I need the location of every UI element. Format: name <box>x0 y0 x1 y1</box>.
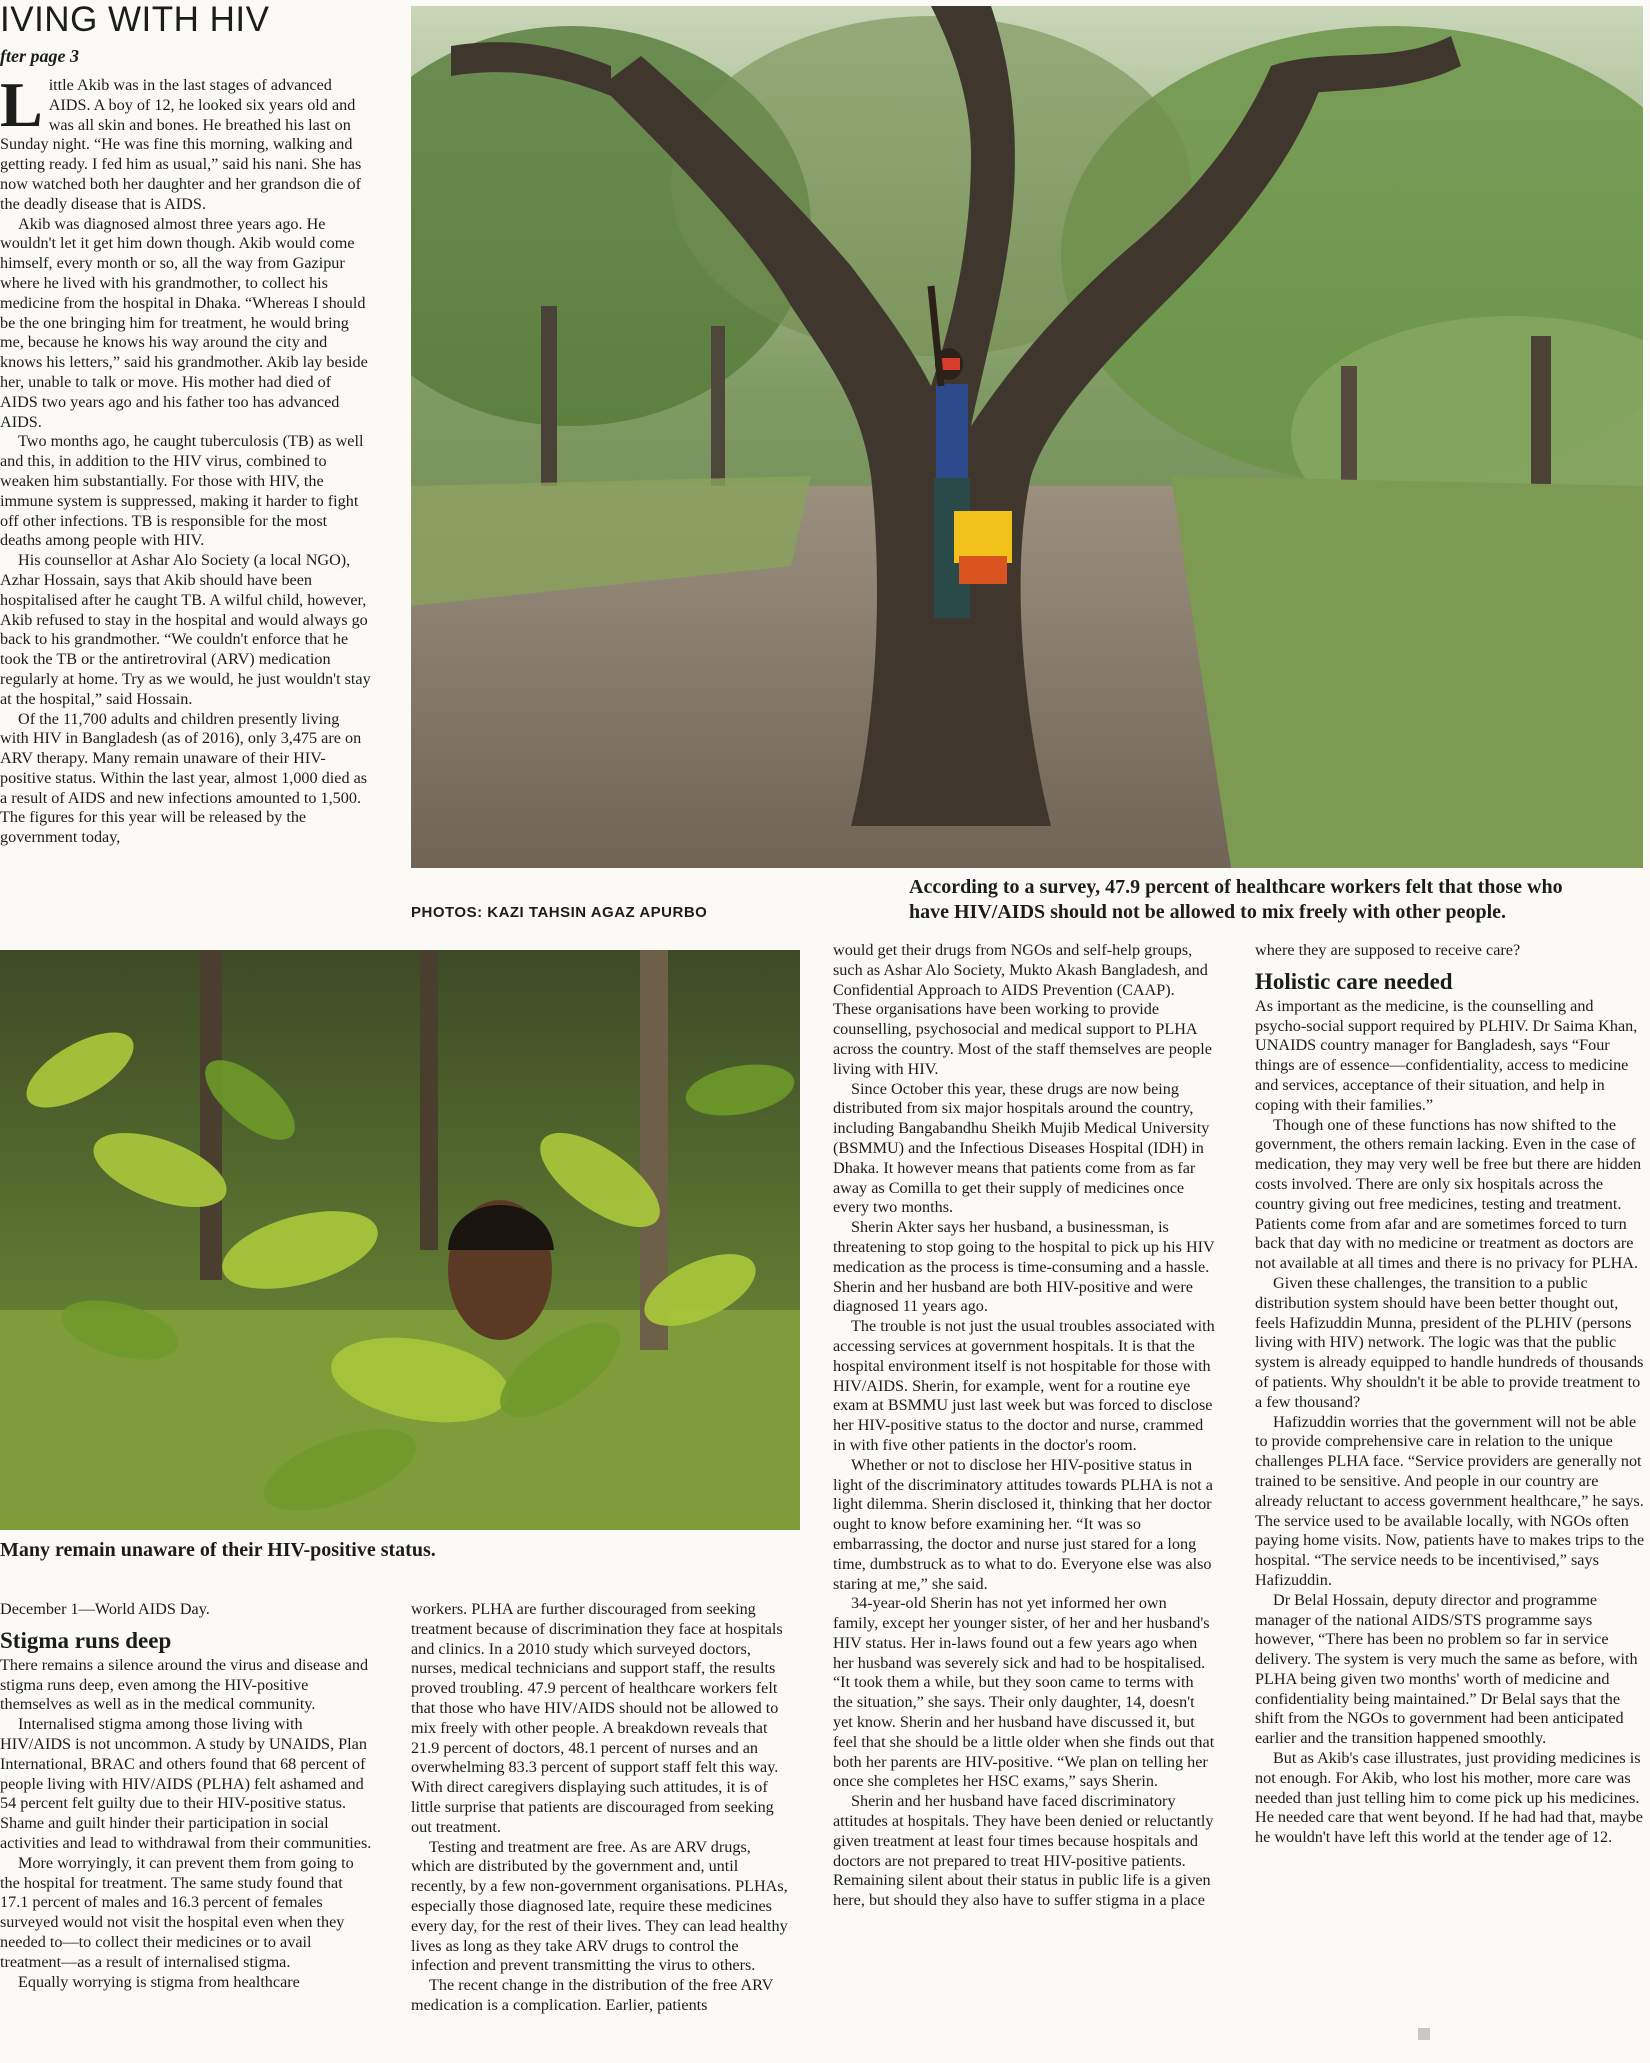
caption-line: have HIV/AIDS should not be allowed to mix freely with other people. <box>909 901 1507 923</box>
subheading: Stigma runs deep <box>0 1627 172 1653</box>
photo-tree-man <box>411 6 1643 868</box>
paragraph: workers. PLHA are further discouraged from seeking treatment because of discrimination they face at hospitals and clinics. In a 2010 study which surveyed doctors, nurses, medical technicians and support staff, the results proved troubling. 47.9 percent of healthcare workers felt that those who have HIV/AIDS should not be allowed to mix freely with other people. A breakdown reveals that 21.9 percent of doctors, 48.1 percent of nurses and an overwhelming 83.3 percent of support staff felt this way. With direct caregivers displaying such attitudes, it is of little surprise that patients are discouraged from seeking out treatment. <box>411 1600 783 1836</box>
paragraph: Two months ago, he caught tuberculosis (TB) as well and this, in addition to the HIV virus, combined to weaken him substantially. For those with HIV, the immune system is suppressed, making it harder to fight off other infections. TB is responsible for the most deaths among people with HIV. <box>0 432 364 550</box>
article-column-1 <box>0 69 372 848</box>
photo-caption-bottom: Many remain unaware of their HIV-positive status. <box>0 1539 436 1561</box>
paragraph: Whether or not to disclose her HIV-positive status in light of the discriminatory attitudes towards PLHA is not a light dilemma. Sherin disclosed it, thinking that her doctor ought to know before examining her. “It was so embarrassing, the doctor and nurse just stared for a long time, dumbstruck as to what to do. Everyone else was also staring at me,” she said. <box>833 1455 1213 1593</box>
caption-line: According to a survey, 47.9 percent of healthcare workers felt that those who <box>909 876 1563 898</box>
paragraph: His counsellor at Ashar Alo Society (a local NGO), Azhar Hossain, says that Akib should have been hospitalised after he caught TB. A wilful child, however, Akib refused to stay in the hospital and would always go back to his grandmother. “We couldn't enforce that he took the TB or the antiretroviral (ARV) medication regularly at home. Try as we would, he just wouldn't stay at the hospital,” said Hossain. <box>0 551 371 708</box>
photo-caption-top <box>909 875 1650 925</box>
paragraph: Internalised stigma among those living with HIV/AIDS is not uncommon. A study by UNAIDS, Plan International, BRAC and others found that 68 percent of people living with HIV/AIDS (PLHA) felt ashamed and 54 percent felt guilty due to their HIV-positive status. Shame and guilt hinder their participation in social activities and lead to withdrawal from their communities. <box>0 1715 372 1852</box>
photo-credit: PHOTOS: KAZI TAHSIN AGAZ APURBO <box>411 904 708 921</box>
article-column-3 <box>833 941 1215 1911</box>
paragraph: ittle Akib was in the last stages of advanced AIDS. A boy of 12, he looked six years old and was all skin and bones. He breathed his last on Sunday night. “He was fine this morning, walking and getting ready. I fed him as usual,” said his nani. She has now watched both her daughter and her grandson die of the deadly disease that is AIDS. <box>0 76 362 213</box>
paragraph: where they are supposed to receive care? <box>1255 941 1521 959</box>
paragraph: Hafizuddin worries that the government will not be able to provide comprehensive care in relation to the unique challenges PLHA face. “Service providers are generally not trained to be sensitive. And people in our country are already reluctant to access government healthcare,” he says. The service used to be available locally, with NGOs often paying home visits. Now, patients have to makes trips to the hospital. “The service needs to be incentivised,” says Hafizuddin. <box>1255 1412 1645 1589</box>
paragraph: More worryingly, it can prevent them from going to the hospital for treatment. The same study found that 17.1 percent of males and 16.3 percent of females surveyed would not visit the hospital even when they needed to—to collect their medicines or to avail treatment—as a result of internalised stigma. <box>0 1853 354 1971</box>
paragraph: As important as the medicine, is the counselling and psycho-social support required by PLHIV. Dr Saima Khan, UNAIDS country manager for Bangladesh, says “Four things are of essence—confidentiality, access to medicine and services, acceptance of their situation, and help in coping with their families.” <box>1255 996 1638 1114</box>
paragraph: Sherin and her husband have faced discriminatory attitudes at hospitals. They have been denied or reluctantly given treatment at least four times because hospitals and doctors are not prepared to treat HIV-positive patients. Remaining silent about their status in public life is a given here, but should they also have to suffer stigma in a place <box>833 1792 1214 1910</box>
paragraph: Given these challenges, the transition to a public distribution system should have been better thought out, feels Hafizuddin Munna, president of the PLHIV (persons living with HIV) network. The logic was that the public system is already equipped to handle hundreds of thousands of patients. Why shouldn't it be able to provide treatment to a few thousand? <box>1255 1273 1644 1411</box>
paragraph: Equally worrying is stigma from healthcare <box>18 1972 300 1991</box>
end-mark-icon <box>1418 2028 1430 2040</box>
paragraph: Testing and treatment are free. As are ARV drugs, which are distributed by the government and, until recently, by a few non-government organisations. PLHAs, especially those diagnosed late, require these medicines every day, for the rest of their lives. They can lead healthy lives as long as they take ARV drugs to control the infection and prevent transmitting the virus to others. <box>411 1837 788 1975</box>
paragraph: Since October this year, these drugs are now being distributed from six major hospitals around the country, including Bangabandhu Sheikh Mujib Medical University (BSMMU) and the Infectious Diseases Hospital (IDH) in Dhaka. It however means that patients come from as far away as Comilla to get their supply of medicines once every two months. <box>833 1079 1210 1217</box>
paragraph: Dr Belal Hossain, deputy director and programme manager of the national AIDS/STS programme says however, “There has been no problem so far in service delivery. The system is very much the same as before, with PLHA being given two months' worth of medicine and confidentiality being maintained.” Dr Belal says that the shift from the NGOs to government had been anticipated earlier and the transition happened smoothly. <box>1255 1590 1638 1748</box>
photo-man-behind-leaves <box>0 950 800 1530</box>
article-column-bottom-2 <box>411 1600 791 2016</box>
paragraph: There remains a silence around the virus and disease and stigma runs deep, even among the HIV-positive themselves as well as in the medical community. <box>0 1655 369 1714</box>
paragraph: The trouble is not just the usual troubles associated with accessing services at government hospitals. It is that the hospital environment itself is not hospitable for those with HIV/AIDS. Sherin, for example, went for a routine eye exam at BSMMU just last week but was forced to disclose her HIV-positive status to the doctor and nurse, crammed in with five other patients in the doctor's room. <box>833 1317 1215 1454</box>
paragraph: But as Akib's case illustrates, just providing medicines is not enough. For Akib, who lost his mother, more care was needed than just telling him to come pick up his medicines. He needed care that went beyond. If he had had that, maybe he wouldn't have left this world at the tender age of 12. <box>1255 1749 1643 1847</box>
paragraph: Though one of these functions has now shifted to the government, the others remain lacking. Even in the case of medication, they may very well be free but there are hidden costs involved. There are only six hospitals across the country giving out free medicines, testing and treatment. Patients come from afar and are sometimes forced to turn back that day with no medicine or treatment as doctors are not available at all times and there is no privacy for PLHA. <box>1255 1115 1642 1273</box>
section-title: IVING WITH HIV <box>0 0 270 39</box>
continued-from: fter page 3 <box>0 46 79 66</box>
paragraph: Akib was diagnosed almost three years ago. He wouldn't let it get him down though. Akib would come himself, every month or so, all the way from Gazipur where he lived with his grandmother, to collect his medicine from the hospital in Dhaka. “Whereas I should be the one bringing him for treatment, he would bring me, because he knows his way around the city and knows his letters,” said his grandmother. Akib lay beside her, unable to talk or move. His mother had died of AIDS two years ago and his father too has advanced AIDS. <box>0 214 368 431</box>
article-column-bottom-1 <box>0 1600 375 1992</box>
paragraph: The recent change in the distribution of the free ARV medication is a complication. Earlier, patients <box>411 1976 774 2014</box>
subheading: Holistic care needed <box>1255 968 1453 994</box>
paragraph: Sherin Akter says her husband, a businessman, is threatening to stop going to the hospital to pick up his HIV medication as the process is time-consuming and a hassle. Sherin and her husband are both HIV-positive and were diagnosed 11 years ago. <box>833 1218 1215 1316</box>
article-column-4 <box>1255 941 1645 1848</box>
paragraph: 34-year-old Sherin has not yet informed her own family, except her younger sister, of her and her husband's HIV status. Her in-laws found out a few years ago when her husband was severely sick and had to be hospitalised. “It took them a while, but they soon came to terms with the situation,” she says. Their only daughter, 14, doesn't yet know. Sherin and her husband have discussed it, but feel that she should be a little older when she finds out that both her parents are HIV-positive. “We plan on telling her once she completes her HSC exams,” says Sherin. <box>833 1594 1215 1791</box>
drop-cap: L <box>0 69 43 140</box>
paragraph: Of the 11,700 adults and children presently living with HIV in Bangladesh (as of 2016), only 3,475 are on ARV therapy. Many remain unaware of their HIV-positive status. Within the last year, almost 1,000 died as a result of AIDS and new infections amounted to 1,500. The figures for this year will be released by the government today, <box>0 709 368 847</box>
paragraph: would get their drugs from NGOs and self-help groups, such as Ashar Alo Society, Mukto Akash Bangladesh, and Confidential Approach to AIDS Prevention (CAAP). These organisations have been working to provide counselling, psychosocial and medical support to PLHA across the country. Most of the staff themselves are people living with HIV. <box>833 941 1212 1078</box>
dateline: December 1—World AIDS Day. <box>0 1600 210 1618</box>
